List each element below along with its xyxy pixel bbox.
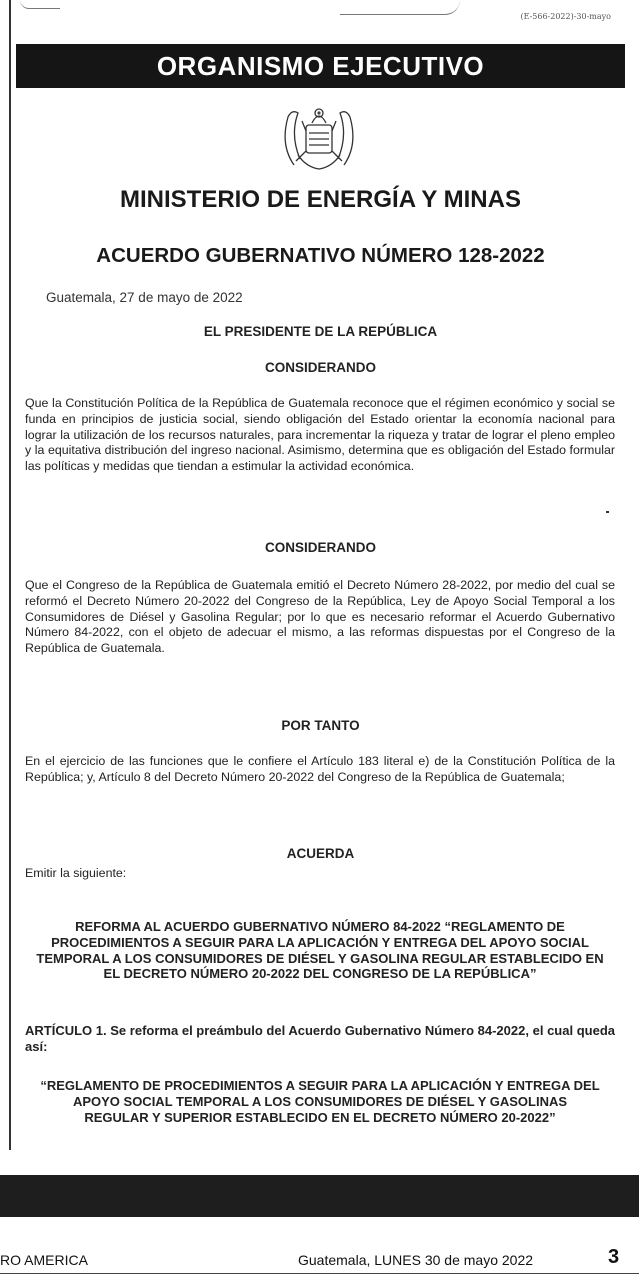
print-speck (606, 511, 609, 513)
considerando-text-2: Que el Congreso de la República de Guatemala emitió el Decreto Número 28-2022, por medio del cual se reformó el Decreto Número 20-2022 del Congreso de la República, Ley de Apoyo Social Temporal a los Consumidores de Diésel y Gasolina Regular; por lo que es necesario reformar el Acuerdo Gubernativo Número 84-2022, con el objeto de adecuar el mismo, a las reformas dispuestas por el Congreso de la República de Guatemala. (25, 578, 615, 656)
acuerda-heading: ACUERDA (286, 846, 355, 861)
article-1: ARTÍCULO 1. Se reforma el preámbulo del Acuerdo Gubernativo Número 84-2022, el cual queda así: (25, 1023, 615, 1054)
section-banner: ORGANISMO EJECUTIVO (16, 44, 625, 88)
footer-date: Guatemala, LUNES 30 de mayo 2022 (298, 1252, 534, 1268)
date-line: Guatemala, 27 de mayo de 2022 (46, 290, 243, 305)
acuerda-intro: Emitir la siguiente: (25, 866, 127, 880)
top-decorative-stroke (340, 0, 460, 15)
considerando-heading-2: CONSIDERANDO (264, 540, 376, 555)
por-tanto-text: En el ejercicio de las funciones que le confiere el Artículo 183 literal e) de la Constitución Política de la República; y, Artículo 8 del Decreto Número 20-2022 del Congreso de la República de Guatemala; (25, 754, 615, 784)
por-tanto-heading: POR TANTO (281, 718, 360, 733)
article-1-quote: “REGLAMENTO DE PROCEDIMIENTOS A SEGUIR PARA LA APLICACIÓN Y ENTREGA DEL APOYO SOCIAL TEMPORAL A LOS CONSUMIDORES DE DIÉSEL Y GASOLINAS REGULAR Y SUPERIOR ESTABLECIDO EN EL DECRETO NÚMERO 20-2022” (40, 1078, 600, 1125)
publication-reference: (E-566-2022)-30-mayo (520, 12, 611, 21)
bottom-dark-band (0, 1175, 639, 1217)
top-decorative-stroke-left (20, 0, 60, 9)
president-heading: EL PRESIDENTE DE LA REPÚBLICA (203, 324, 438, 339)
footer-rule (0, 1273, 639, 1274)
footer-publication-name: RO AMERICA (0, 1252, 88, 1268)
left-column-rule (9, 0, 11, 1150)
coat-of-arms-icon (276, 95, 362, 173)
ministry-title: MINISTERIO DE ENERGÍA Y MINAS (120, 186, 521, 213)
reform-title: REFORMA AL ACUERDO GUBERNATIVO NÚMERO 84-2022 “REGLAMENTO DE PROCEDIMIENTOS A SEGUIR PARA LA APLICACIÓN Y ENTREGA DEL APOYO SOCIAL TEMPORAL A LOS CONSUMIDORES DE DIÉSEL Y GASOLINA REGULAR ESTABLECIDO EN EL DECRETO NÚMERO 20-2022 DEL CONGRESO DE LA REPÚBLICA” (36, 919, 604, 982)
considerando-heading-1: CONSIDERANDO (264, 360, 376, 375)
agreement-title: ACUERDO GUBERNATIVO NÚMERO 128-2022 (96, 244, 545, 267)
page-number: 3 (608, 1246, 620, 1268)
considerando-text-1: Que la Constitución Política de la República de Guatemala reconoce que el régimen económico y social se funda en principios de justicia social, siendo obligación del Estado orientar la economía nacional para lograr la utilización de los recursos naturales, para incrementar la riqueza y tratar de lograr el pleno empleo y la equitativa distribución del ingreso nacional. Asimismo, determina que es obligación del Estado formular las políticas y medidas que tiendan a estimular la actividad económica. (25, 396, 615, 474)
